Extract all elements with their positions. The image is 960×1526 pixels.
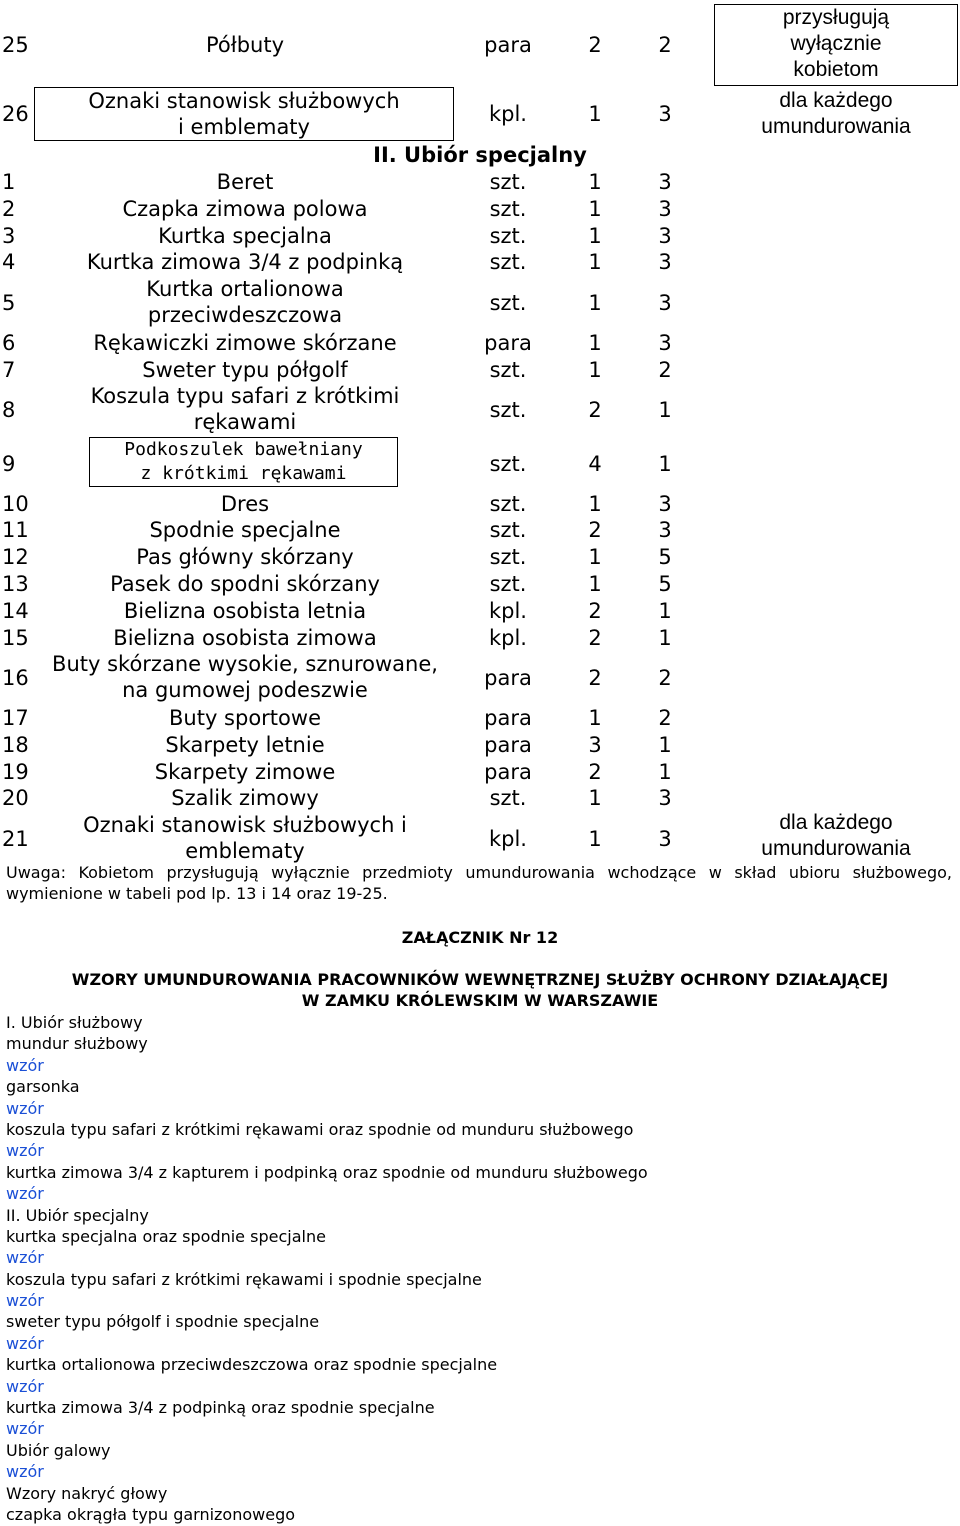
list-item: I. Ubiór służbowy [6, 1013, 143, 1032]
item-name: Bielizna osobista zimowa [113, 625, 377, 650]
item-unit: para [484, 706, 532, 730]
item-name: Buty sportowe [169, 706, 321, 730]
item-name [89, 437, 398, 487]
item-period: 3 [658, 291, 672, 316]
row-number: 5 [2, 291, 16, 316]
item-name [35, 383, 455, 435]
pattern-link[interactable]: wzór [6, 1098, 44, 1118]
item-quantity: 1 [588, 786, 602, 811]
item-unit: para [484, 732, 532, 757]
item-name: Skarpety letnie [165, 732, 325, 757]
list-item: kurtka zimowa 3/4 z kapturem i podpinką oraz spodnie od munduru służbowego [6, 1162, 648, 1182]
item-name [35, 651, 455, 703]
item-name: Beret [216, 170, 274, 194]
item-period: 5 [658, 572, 672, 596]
item-name: Skarpety zimowe [154, 759, 336, 784]
item-name-line: Koszula typu safari z krótkimi [90, 384, 400, 409]
row-number: 16 [2, 666, 29, 691]
item-name-line: Oznaki stanowisk służbowych i [83, 813, 407, 838]
list-item: Ubiór galowy [6, 1440, 111, 1460]
note-line: umundurowania [761, 837, 911, 860]
item-name-line: emblematy [185, 839, 305, 864]
note-each-uniform [714, 88, 958, 140]
item-quantity: 2 [588, 666, 602, 691]
table-row [0, 87, 710, 141]
item-unit: szt. [489, 170, 527, 194]
annex-heading [10, 969, 950, 1011]
note-line: wyłącznie [790, 32, 882, 55]
item-name: Sweter typu półgolf [142, 357, 348, 382]
item-quantity: 1 [588, 291, 602, 316]
list-item: Wzory nakryć głowy [6, 1483, 168, 1503]
item-name: Rękawiczki zimowe skórzane [93, 330, 397, 355]
pattern-link[interactable]: wzór [6, 1376, 44, 1396]
item-name-line: Kurtka ortalionowa [146, 277, 344, 302]
item-quantity: 2 [588, 598, 602, 623]
item-name: Czapka zimowa polowa [122, 196, 368, 221]
table-row [0, 651, 710, 705]
note-women-only [714, 4, 958, 86]
item-unit: szt. [489, 518, 527, 543]
item-name: Pas główny skórzany [136, 545, 354, 570]
item-quantity: 2 [588, 759, 602, 784]
item-quantity: 2 [588, 518, 602, 543]
pattern-link[interactable]: wzór [6, 1419, 44, 1439]
table-row [0, 169, 710, 196]
item-unit: szt. [489, 572, 527, 596]
item-quantity: 1 [588, 102, 602, 126]
item-quantity: 1 [588, 827, 602, 852]
item-unit: szt. [489, 786, 527, 811]
annex-heading-line: W ZAMKU KRÓLEWSKIM W WARSZAWIE [301, 991, 659, 1010]
table-row [0, 625, 710, 652]
list-item: kurtka specjalna oraz spodnie specjalne [6, 1226, 326, 1246]
row-number: 15 [2, 625, 29, 650]
note-line: przysługują [782, 6, 890, 29]
item-period: 1 [658, 759, 672, 784]
table-row [0, 759, 710, 786]
item-name: Kurtka specjalna [158, 223, 332, 248]
table-row [0, 517, 710, 544]
item-period: 2 [658, 706, 672, 730]
item-quantity: 1 [588, 706, 602, 730]
pattern-link[interactable]: wzór [6, 1248, 44, 1268]
row-number: 12 [2, 545, 29, 570]
row-number: 13 [2, 572, 29, 596]
item-unit: para [484, 759, 532, 784]
row-number: 17 [2, 706, 29, 730]
section-heading [0, 142, 960, 169]
item-name: Półbuty [205, 33, 285, 57]
row-number: 18 [2, 732, 29, 757]
table-row [0, 437, 710, 491]
footnote: Uwaga: Kobietom przysługują wyłącznie przedmioty umundurowania wchodzące w skład ubioru służbowego, wymienione w tabeli pod lp. 13 i 14 oraz 19-25. [6, 863, 952, 903]
row-number: 25 [2, 33, 29, 57]
row-number: 10 [2, 491, 29, 516]
item-period: 2 [658, 33, 672, 57]
pattern-link[interactable]: wzór [6, 1462, 44, 1482]
item-unit: kpl. [488, 625, 527, 650]
list-item: mundur służbowy [6, 1034, 148, 1054]
item-period: 2 [658, 666, 672, 691]
row-number: 8 [2, 398, 16, 423]
item-unit: para [484, 33, 532, 57]
item-name-line: Buty skórzane wysokie, sznurowane, [52, 652, 438, 677]
row-number: 14 [2, 598, 29, 623]
item-name-line: Podkoszulek bawełniany [124, 439, 363, 460]
row-number: 19 [2, 759, 29, 784]
item-period: 3 [658, 250, 672, 275]
table-row [0, 383, 710, 437]
list-item: II. Ubiór specjalny [6, 1205, 149, 1225]
item-period: 1 [658, 452, 672, 476]
table-row [0, 196, 710, 223]
item-unit: para [484, 330, 532, 355]
list-item: kurtka ortalionowa przeciwdeszczowa oraz spodnie specjalne [6, 1355, 498, 1375]
item-name-box [34, 87, 454, 141]
item-unit: szt. [489, 250, 527, 275]
item-unit: szt. [489, 545, 527, 570]
item-quantity: 1 [588, 196, 602, 221]
row-number: 2 [2, 196, 16, 221]
item-quantity: 1 [588, 491, 602, 516]
item-period: 3 [658, 518, 672, 543]
row-number: 26 [2, 102, 29, 126]
item-name: Szalik zimowy [171, 786, 319, 811]
item-unit: kpl. [488, 102, 527, 126]
pattern-link[interactable]: wzór [6, 1184, 44, 1204]
row-number: 20 [2, 786, 29, 811]
row-number: 3 [2, 223, 16, 248]
item-unit: kpl. [488, 827, 527, 852]
item-period: 3 [658, 170, 672, 194]
item-unit: szt. [489, 452, 527, 476]
item-period: 3 [658, 102, 672, 126]
item-period: 1 [658, 625, 672, 650]
item-name: Pasek do spodni skórzany [110, 572, 380, 596]
item-quantity: 2 [588, 33, 602, 57]
table-row [0, 223, 710, 250]
pattern-link[interactable]: wzór [6, 1333, 44, 1353]
item-unit: para [484, 666, 532, 691]
item-period: 3 [658, 223, 672, 248]
list-item: czapka okrągła typu garnizonowego [6, 1504, 296, 1524]
item-period: 3 [658, 827, 672, 852]
table-row [0, 491, 710, 518]
item-name-line: przeciwdeszczowa [147, 303, 343, 328]
row-number: 4 [2, 250, 16, 275]
item-quantity: 1 [588, 250, 602, 275]
table-row [0, 276, 710, 330]
item-name: Kurtka zimowa 3/4 z podpinką [86, 250, 404, 275]
item-name [35, 276, 455, 328]
item-period: 3 [658, 196, 672, 221]
item-quantity: 1 [588, 572, 602, 596]
row-number: 6 [2, 330, 16, 355]
note-line: umundurowania [761, 115, 911, 138]
annex-heading-line: WZORY UMUNDUROWANIA PRACOWNIKÓW WEWNĘTRZNEJ SŁUŻBY OCHRONY DZIAŁAJĄCEJ [71, 970, 889, 989]
item-name-line: i emblematy [178, 115, 310, 139]
item-period: 1 [658, 732, 672, 757]
item-unit: szt. [489, 491, 527, 516]
item-name [35, 812, 455, 864]
table-row [0, 732, 710, 759]
table-row [0, 705, 710, 732]
item-unit: szt. [489, 398, 527, 423]
item-name: Bielizna osobista letnia [123, 598, 367, 623]
item-name: Dres [220, 491, 270, 516]
item-period: 3 [658, 330, 672, 355]
table-row [0, 785, 710, 812]
note-line: kobietom [793, 58, 879, 81]
table-row [0, 249, 710, 276]
item-quantity: 1 [588, 357, 602, 382]
list-item: garsonka [6, 1077, 80, 1097]
item-quantity: 3 [588, 732, 602, 757]
row-number: 1 [2, 170, 16, 194]
item-name: Spodnie specjalne [149, 518, 341, 543]
pattern-link[interactable]: wzór [6, 1055, 44, 1075]
annex-list [6, 1012, 946, 1525]
table-row [0, 571, 710, 598]
item-quantity: 2 [588, 398, 602, 423]
item-unit: szt. [489, 223, 527, 248]
item-quantity: 1 [588, 223, 602, 248]
table-row [0, 812, 710, 866]
list-item: koszula typu safari z krótkimi rękawami i spodnie specjalne [6, 1269, 482, 1289]
section-title: II. Ubiór specjalny [373, 143, 587, 167]
row-number: 11 [2, 518, 29, 543]
note-each-uniform [714, 810, 958, 862]
item-period: 1 [658, 398, 672, 423]
item-unit: szt. [489, 357, 527, 382]
item-name-line: rękawami [193, 410, 297, 435]
row-number: 7 [2, 357, 16, 382]
item-period: 5 [658, 545, 672, 570]
item-quantity: 4 [588, 452, 602, 476]
note-line: dla każdego [779, 89, 893, 112]
item-name-line: Oznaki stanowisk służbowych [88, 89, 400, 113]
item-name-line: na gumowej podeszwie [122, 678, 368, 703]
row-number: 21 [2, 827, 29, 852]
list-item: koszula typu safari z krótkimi rękawami oraz spodnie od munduru służbowego [6, 1119, 634, 1139]
table-row [0, 598, 710, 625]
item-name-line: z krótkimi rękawami [140, 463, 347, 484]
list-item: kurtka zimowa 3/4 z podpinką oraz spodnie specjalne [6, 1398, 435, 1418]
item-quantity: 1 [588, 545, 602, 570]
item-unit: kpl. [488, 598, 527, 623]
item-quantity: 1 [588, 330, 602, 355]
table-row [0, 32, 710, 59]
item-quantity: 1 [588, 170, 602, 194]
table-row [0, 357, 710, 384]
item-period: 3 [658, 786, 672, 811]
pattern-link[interactable]: wzór [6, 1141, 44, 1161]
item-quantity: 2 [588, 625, 602, 650]
item-period: 3 [658, 491, 672, 516]
annex-label: ZAŁĄCZNIK Nr 12 [401, 928, 559, 947]
item-period: 2 [658, 357, 672, 382]
item-unit: szt. [489, 291, 527, 316]
item-unit: szt. [489, 196, 527, 221]
row-number: 9 [2, 452, 16, 476]
table-row [0, 544, 710, 571]
pattern-link[interactable]: wzór [6, 1291, 44, 1311]
table-row [0, 330, 710, 357]
item-period: 1 [658, 598, 672, 623]
list-item: sweter typu półgolf i spodnie specjalne [6, 1312, 320, 1332]
note-line: dla każdego [779, 811, 893, 834]
